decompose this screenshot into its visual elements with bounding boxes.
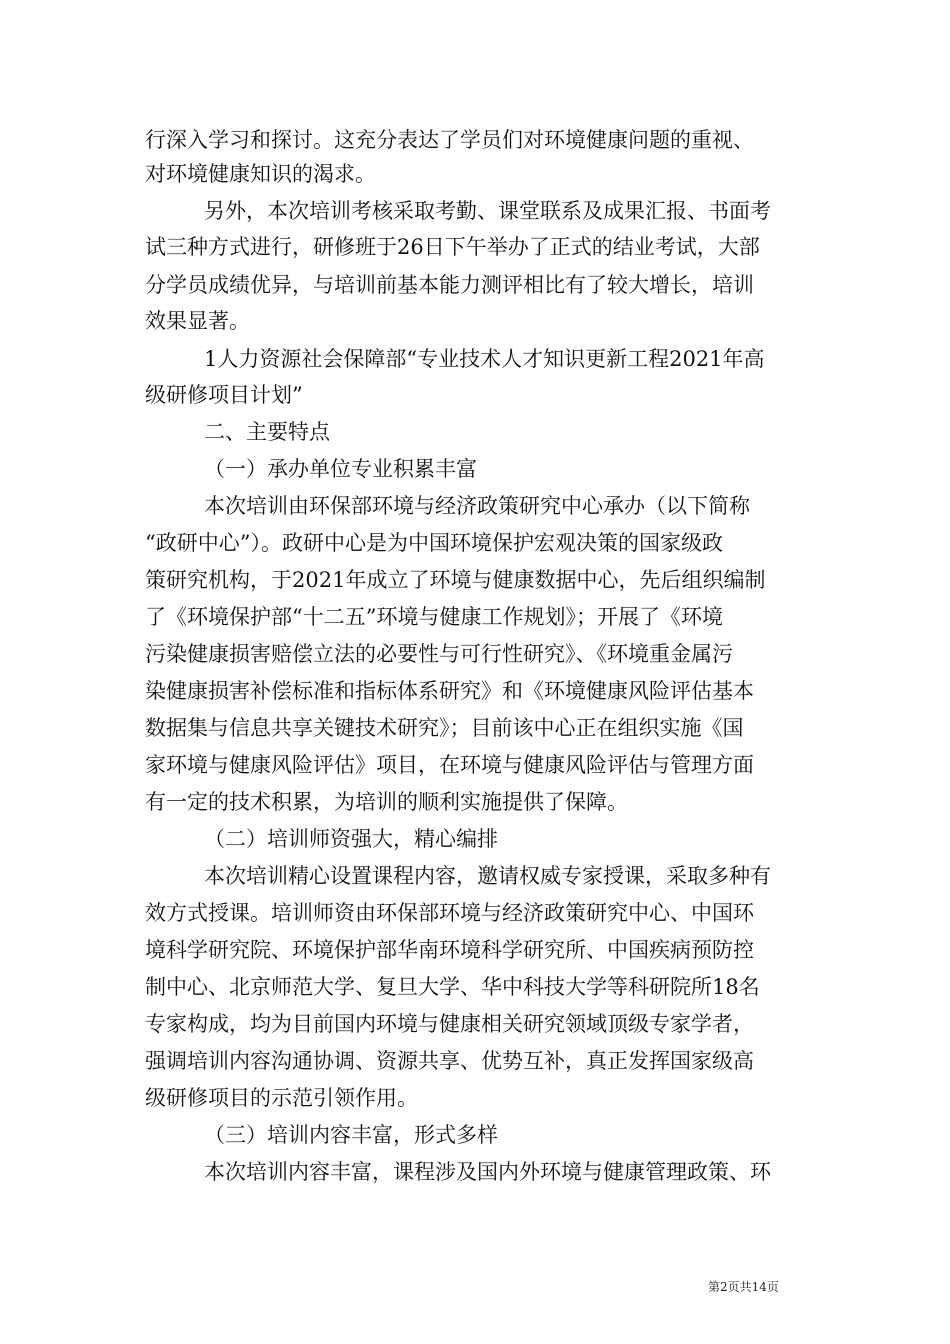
subsection-heading: （二）培训师资强大，精心编排: [204, 827, 498, 851]
text-line: 有一定的技术积累，为培训的顺利实施提供了保障。: [145, 790, 628, 814]
text-line: 行深入学习和探讨。这充分表达了学员们对环境健康问题的重视、: [145, 128, 754, 152]
text-line: 试三种方式进行，研修班于26日下午举办了正式的结业考试，大部: [145, 235, 760, 259]
text-line: 分学员成绩优异，与培训前基本能力测评相比有了较大增长，培训: [145, 273, 754, 297]
text-line: 效方式授课。培训师资由环保部环境与经济政策研究中心、中国环: [145, 901, 754, 925]
subsection-heading: （一）承办单位专业积累丰富: [204, 457, 477, 481]
text-line: 1人力资源社会保障部“专业技术人才知识更新工程2021年高: [204, 347, 765, 371]
text-line: 另外，本次培训考核采取考勤、课堂联系及成果汇报、书面考: [204, 199, 771, 223]
text-line: 效果显著。: [145, 309, 250, 333]
text-line: 家环境与健康风险评估》项目，在环境与健康风险评估与管理方面: [145, 753, 754, 777]
text-line: 级研修项目计划”: [145, 383, 303, 407]
text-line: 本次培训内容丰富，课程涉及国内外环境与健康管理政策、环: [204, 1160, 771, 1184]
text-line: 级研修项目的示范引领作用。: [145, 1086, 418, 1110]
text-line: 染健康损害补偿标准和指标体系研究》和《环境健康风险评估基本: [145, 679, 754, 703]
page-number: 第2页共14页: [708, 1280, 779, 1294]
text-line: 专家构成，均为目前国内环境与健康相关研究领域顶级专家学者，: [145, 1012, 754, 1036]
text-line: 数据集与信息共享关键技术研究》；目前该中心正在组织实施《国: [145, 716, 744, 740]
text-line: 本次培训由环保部环境与经济政策研究中心承办（以下简称: [204, 494, 750, 518]
subsection-heading: （三）培训内容丰富，形式多样: [204, 1123, 498, 1147]
text-line: 策研究机构，于2021年成立了环境与健康数据中心，先后组织编制: [145, 568, 766, 592]
text-line: 本次培训精心设置课程内容，邀请权威专家授课，采取多种有: [204, 864, 771, 888]
text-line: 对环境健康知识的渴求。: [145, 162, 376, 186]
text-line: 境科学研究院、环境保护部华南环境科学研究所、中国疾病预防控: [145, 938, 754, 962]
text-line: 了《环境保护部“十二五”环境与健康工作规划》；开展了《环境: [145, 605, 723, 629]
text-line: 污染健康损害赔偿立法的必要性与可行性研究》、《环境重金属污: [145, 642, 733, 666]
section-heading: 二、主要特点: [204, 420, 330, 444]
text-line: “政研中心”）。政研中心是为中国环境保护宏观决策的国家级政: [145, 531, 723, 555]
text-line: 制中心、北京师范大学、复旦大学、华中科技大学等科研院所18名: [145, 975, 760, 999]
text-line: 强调培训内容沟通协调、资源共享、优势互补，真正发挥国家级高: [145, 1049, 754, 1073]
